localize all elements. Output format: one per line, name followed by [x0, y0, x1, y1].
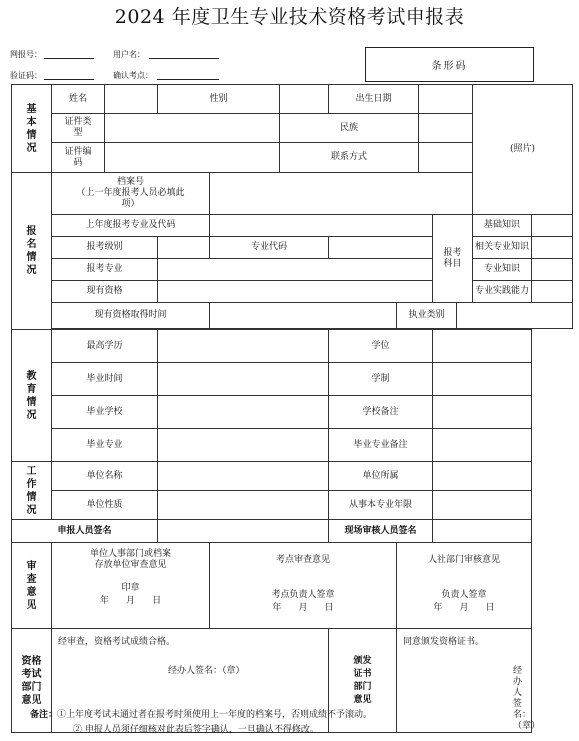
label-unit-nature: 单位性质	[52, 491, 158, 520]
yonghuming-label: 用户名：	[113, 50, 145, 59]
field-id-no[interactable]	[105, 143, 280, 173]
field-practice-type[interactable]	[457, 303, 573, 329]
label-applicant-sign: 申报人员签名	[12, 520, 158, 543]
wangbaohao-blank[interactable]	[44, 58, 94, 59]
subject-3-check[interactable]	[532, 259, 573, 281]
label-exam-dept: 资格 考试 部门 意见	[12, 629, 52, 733]
field-unit-belong[interactable]	[433, 462, 532, 491]
field-schooling[interactable]	[433, 363, 532, 396]
field-major-code[interactable]	[329, 237, 433, 259]
field-birth[interactable]	[419, 85, 473, 114]
field-grad-major[interactable]	[158, 429, 329, 462]
subject-4-check[interactable]	[532, 281, 573, 303]
subject-1-check[interactable]	[532, 215, 573, 237]
field-applicant-sign[interactable]	[158, 520, 329, 543]
field-major-note[interactable]	[433, 429, 532, 462]
review-exam-site-cell[interactable]	[210, 543, 397, 629]
application-form-table	[11, 84, 573, 733]
label-onsite-sign: 现场审核人员签名	[329, 520, 433, 543]
label-id-type: 证件类 型	[52, 114, 105, 143]
label-grad-time: 毕业时间	[52, 363, 158, 396]
label-highest-edu: 最高学历	[52, 330, 158, 363]
field-ethnicity[interactable]	[419, 114, 473, 143]
cert-dept-text: 同意颁发资格证书。	[403, 637, 485, 647]
note-1: ①上年度考试未通过者在报考时须使用上一年度的档案号，否则成绩不予滚动。	[57, 710, 373, 720]
label-contact: 联系方式	[280, 143, 419, 173]
field-major[interactable]	[158, 259, 433, 281]
section-review: 审 查 意 见	[12, 543, 52, 629]
review-exam-site-date: 年 月 日	[272, 603, 334, 613]
subject-2-label: 相关专业知识	[473, 237, 532, 259]
label-qual-time: 现有资格取得时间	[52, 303, 210, 329]
field-level[interactable]	[158, 237, 210, 259]
label-ethnicity: 民族	[280, 114, 419, 143]
label-gender: 性别	[158, 85, 280, 114]
label-practice-type: 执业类别	[397, 303, 457, 329]
barcode-box: 条形码	[365, 47, 534, 82]
review-unit-title: 单位人事部门或档案 存放单位审查意见	[89, 549, 171, 570]
label-level: 报考级别	[52, 237, 158, 259]
label-id-no: 证件编 码	[52, 143, 105, 173]
field-years[interactable]	[433, 491, 532, 520]
notes-block	[30, 708, 372, 738]
notes-label: 备注：	[30, 710, 58, 720]
field-contact[interactable]	[419, 143, 473, 173]
yonghuming-blank[interactable]	[149, 58, 219, 59]
field-name[interactable]	[105, 85, 158, 114]
label-subjects: 报考 科目	[433, 215, 473, 303]
field-last-year[interactable]	[210, 215, 433, 237]
queren-kaodian-label: 确认考点：	[113, 71, 153, 80]
label-school-note: 学校备注	[329, 396, 433, 429]
field-school[interactable]	[158, 396, 329, 429]
subject-4-label: 专业实践能力	[473, 281, 532, 303]
yanzhengma-blank[interactable]	[44, 79, 94, 80]
label-unit-belong: 单位所属	[329, 462, 433, 491]
label-major: 报考专业	[52, 259, 158, 281]
field-gender[interactable]	[280, 85, 329, 114]
exam-dept-text: 经审查，资格考试成绩合格。	[58, 637, 176, 647]
review-hr-cell[interactable]	[397, 543, 532, 629]
subject-2-check[interactable]	[532, 237, 573, 259]
review-exam-site-sign: 考点负责人签章	[271, 590, 335, 600]
exam-dept-sign: 经办人签名：（章）	[168, 666, 245, 676]
label-grad-major: 毕业专业	[52, 429, 158, 462]
field-unit-nature[interactable]	[158, 491, 329, 520]
label-qualification: 现有资格	[52, 281, 158, 303]
queren-kaodian-blank[interactable]	[157, 79, 219, 80]
field-unit-name[interactable]	[158, 462, 329, 491]
label-unit-name: 单位名称	[52, 462, 158, 491]
review-unit-seal: 印章	[121, 583, 140, 593]
field-degree[interactable]	[433, 330, 532, 363]
label-major-code: 专业代码	[210, 237, 329, 259]
subject-3-label: 专业知识	[473, 259, 532, 281]
photo-box: (照片)	[473, 85, 573, 215]
label-name: 姓名	[52, 85, 105, 114]
review-hr-sign: 负责人签章	[441, 590, 487, 600]
section-education: 教 育 情 况	[12, 330, 52, 462]
label-schooling: 学制	[329, 363, 433, 396]
section-basic: 基 本 情 况	[12, 85, 52, 173]
field-qual-time[interactable]	[210, 303, 397, 329]
field-id-type[interactable]	[105, 114, 280, 143]
field-qualification[interactable]	[158, 281, 433, 303]
cert-dept-cell[interactable]	[397, 629, 541, 733]
label-archive-no: 档案号 （上一年度报考人员必填此 项）	[52, 173, 210, 215]
page-title: 2024 年度卫生专业技术资格考试申报表	[114, 6, 465, 28]
label-degree: 学位	[329, 330, 433, 363]
field-onsite-sign[interactable]	[433, 520, 532, 543]
yanzhengma-label: 验证码：	[10, 71, 42, 80]
subject-1-label: 基础知识	[473, 215, 532, 237]
label-last-year: 上年度报考专业及代码	[52, 215, 210, 237]
review-unit-cell[interactable]	[52, 543, 210, 629]
label-birth: 出生日期	[329, 85, 419, 114]
wangbaohao-label: 网报号：	[10, 50, 42, 59]
review-unit-date: 年 月 日	[99, 596, 162, 606]
cert-dept-sign: 经办人签名：（章）	[513, 666, 541, 731]
field-school-note[interactable]	[433, 396, 532, 429]
label-cert-dept: 颁发 证书 部门 意见	[329, 629, 397, 733]
field-highest-edu[interactable]	[158, 330, 329, 363]
label-major-note: 毕业专业备注	[329, 429, 433, 462]
section-work: 工 作 情 况	[12, 462, 52, 520]
review-hr-date: 年 月 日	[433, 603, 495, 613]
section-apply: 报 名 情 况	[12, 173, 52, 330]
label-school: 毕业学校	[52, 396, 158, 429]
field-archive-no[interactable]	[210, 173, 473, 215]
review-hr-title: 人社部门审核意见	[428, 555, 501, 565]
field-grad-time[interactable]	[158, 363, 329, 396]
note-2: ② 申报人员须仔细核对此表后签字确认，一旦确认不得修改。	[73, 725, 319, 735]
label-years: 从事本专业年限	[329, 491, 433, 520]
review-exam-site-title: 考点审查意见	[276, 555, 331, 565]
